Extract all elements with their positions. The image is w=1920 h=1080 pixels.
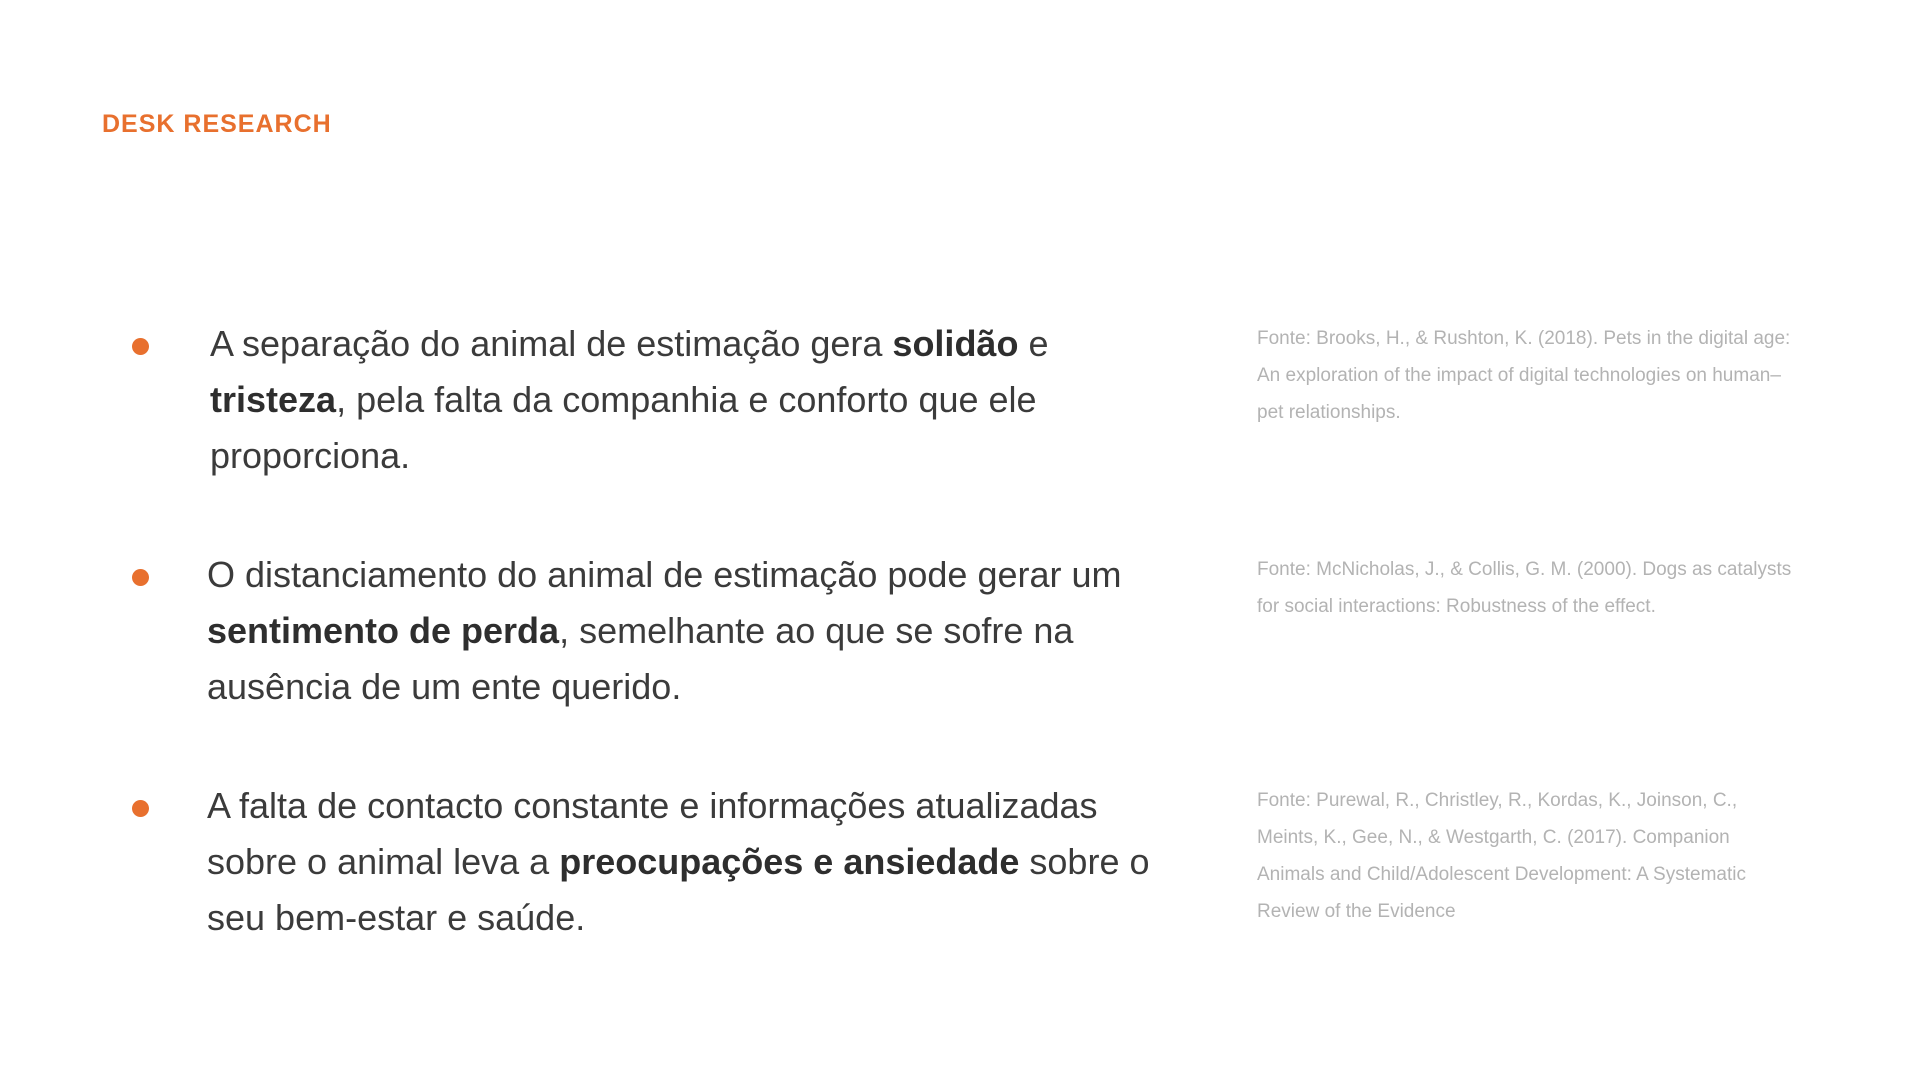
bullet-icon — [132, 338, 149, 355]
statement-text: A separação do animal de estimação gera — [210, 323, 893, 364]
statement-highlight: sentimento de perda — [207, 610, 560, 651]
source-citation: Fonte: Purewal, R., Christley, R., Kordas, K., Joinson, C., Meints, K., Gee, N., & Westgarth, C. (2017). Companion Animals and Child/Adolescent Development: A Systematic Review of the Evidence — [1257, 790, 1746, 922]
source-citation: Fonte: McNicholas, J., & Collis, G. M. (2000). Dogs as catalysts for social interactions: Robustness of the effect. — [1257, 559, 1792, 617]
research-statement — [207, 547, 1167, 715]
bullet-icon — [132, 569, 149, 586]
research-statement — [210, 316, 1170, 484]
statement-highlight: preocupações e ansiedade — [559, 841, 1020, 882]
statement-text: e — [1018, 323, 1049, 364]
bullet-icon — [132, 800, 149, 817]
statement-text: , semelhante ao que se sofre na ausência de um ente querido. — [207, 610, 1074, 707]
research-statement — [207, 778, 1167, 946]
statement-text: , pela falta da companhia e conforto que ele proporciona. — [210, 379, 1037, 476]
section-label: DESK RESEARCH — [102, 110, 332, 138]
statement-highlight: solidão — [892, 323, 1019, 364]
statement-highlight: tristeza — [210, 379, 337, 420]
statement-text: O distanciamento do animal de estimação pode gerar um — [207, 554, 1122, 595]
statement-text: sobre o seu bem-estar e saúde. — [207, 841, 1150, 938]
source-citation: Fonte: Brooks, H., & Rushton, K. (2018). Pets in the digital age: An exploration of the impact of digital technologies on human–pet relationships. — [1257, 328, 1791, 423]
statement-text: A falta de contacto constante e informações atualizadas sobre o animal leva a — [207, 785, 1098, 882]
